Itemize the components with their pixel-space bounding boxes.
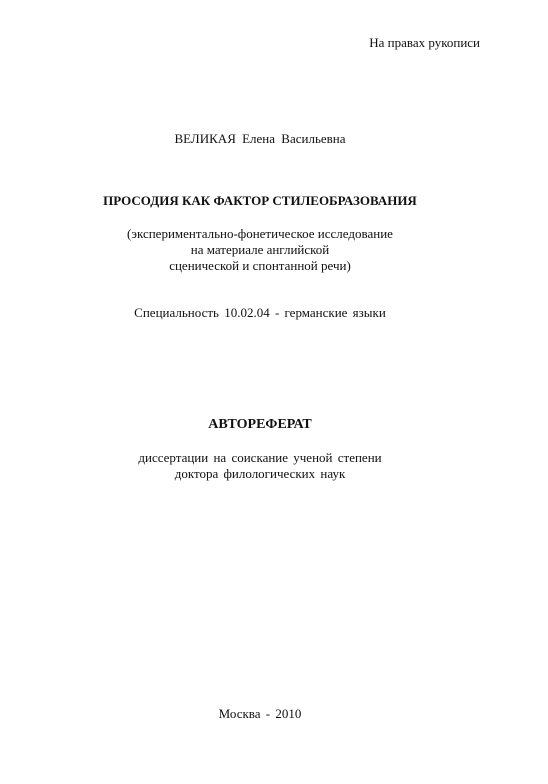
- subtitle-line-1: (экспериментально-фонетическое исследование: [127, 226, 393, 241]
- specialty-line: Специальность 10.02.04 - германские языки: [134, 305, 386, 320]
- place-year: Москва - 2010: [218, 706, 302, 721]
- degree-line: доктора филологических наук: [174, 466, 346, 481]
- subtitle-line-3: сценической и спонтанной речи): [169, 258, 351, 273]
- document-title: ПРОСОДИЯ КАК ФАКТОР СТИЛЕОБРАЗОВАНИЯ: [103, 193, 417, 208]
- subtitle-line-2: на материале английской: [190, 242, 330, 257]
- author-name: ВЕЛИКАЯ Елена Васильевна: [174, 131, 346, 146]
- rights-notice: На правах рукописи: [369, 35, 480, 50]
- dissertation-line: диссертации на соискание ученой степени: [138, 450, 382, 465]
- document-type-heading: АВТОРЕФЕРАТ: [208, 417, 312, 432]
